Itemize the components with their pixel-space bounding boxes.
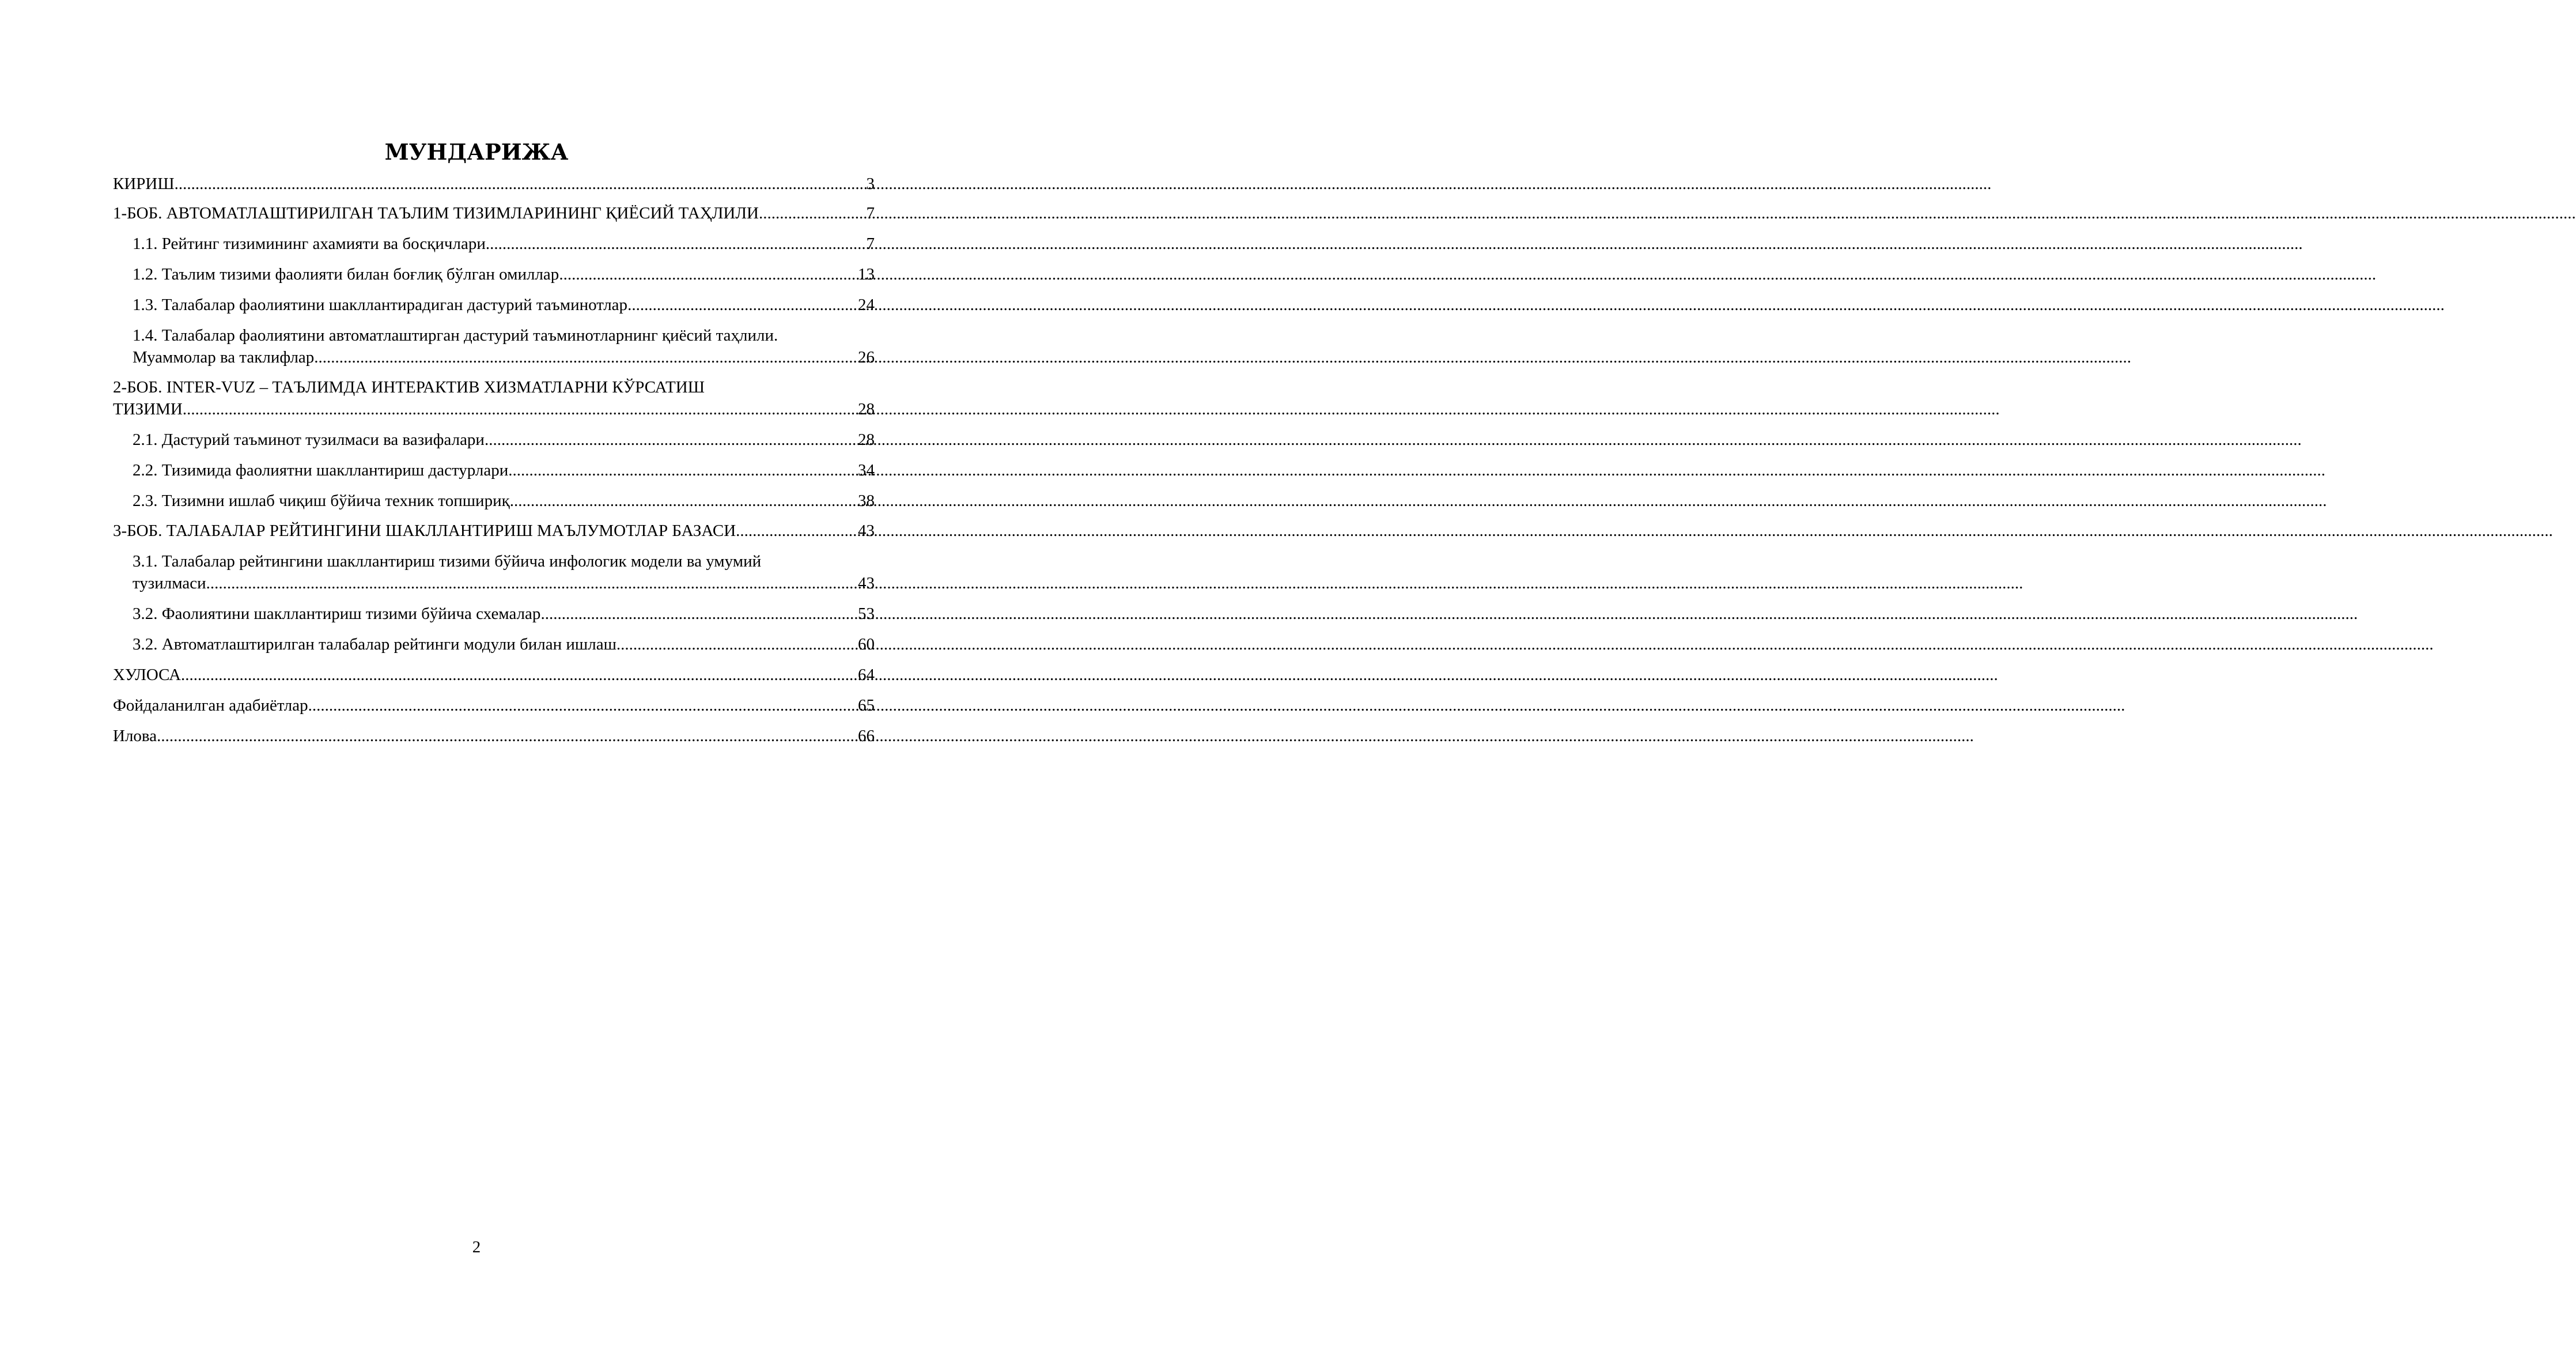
toc-entry-title: 3-БОБ. ТАЛАБАЛАР РЕЙТИНГИНИ ШАКЛЛАНТИРИШ МАЪЛУМОТЛАР БАЗАСИ: [113, 522, 736, 540]
toc-entry-page: 53: [858, 605, 875, 623]
toc-entry-page: 34: [858, 461, 875, 479]
toc-entry-title: 1.3. Талабалар фаолиятини шакллантирадиган дастурий таъминотлар: [133, 296, 628, 314]
toc-entry[interactable]: [113, 376, 875, 420]
toc-entry-page: 7: [866, 235, 875, 253]
toc-entry-page: 65: [858, 696, 875, 715]
toc-entry-title: КИРИШ: [113, 175, 175, 193]
toc-entry-page: 38: [858, 492, 875, 510]
toc-entry-title-first-line: 3.1. Талабалар рейтингини шакллантириш тизими бўйича инфологик модели ва умумий: [133, 552, 762, 571]
toc-entry[interactable]: [113, 173, 875, 195]
toc-entry[interactable]: [113, 520, 875, 542]
document-page: [0, 0, 953, 1348]
toc-entry-title: 2.1. Дастурий таъминот тузилмаси ва вазифалари: [133, 431, 485, 449]
table-of-contents: [113, 173, 875, 747]
toc-entry-page: 64: [858, 666, 875, 684]
toc-entry-title: 2.2. Тизимида фаолиятни шакллантириш дастурлари: [133, 461, 509, 479]
toc-entry-page: 3: [866, 175, 875, 193]
toc-entry-page: 13: [858, 265, 875, 284]
page-title: МУНДАРИЖА: [384, 139, 569, 165]
toc-entry-page: 28: [858, 400, 875, 418]
toc-entry-page: 43: [858, 522, 875, 540]
toc-entry[interactable]: [113, 459, 875, 481]
toc-entry-title: ТИЗИМИ: [113, 400, 183, 418]
toc-entry-title: 2.3. Тизимни ишлаб чиқиш бўйича техник топшириқ: [133, 492, 510, 510]
toc-entry[interactable]: [113, 233, 875, 255]
toc-entry[interactable]: [113, 202, 875, 224]
toc-entry-title: 3.2. Фаолиятини шакллантириш тизими бўйича схемалар: [133, 605, 541, 623]
toc-entry-page: 7: [866, 204, 875, 222]
toc-entry-title: Фойдаланилган адабиётлар: [113, 696, 308, 715]
toc-entry-title: Муаммолар ва таклифлар: [133, 348, 315, 367]
toc-entry-title: 1.2. Таълим тизими фаолияти билан боғлиқ бўлган омиллар: [133, 265, 559, 284]
toc-entry[interactable]: [113, 725, 875, 747]
toc-entry-page: 66: [858, 727, 875, 745]
toc-entry-title: Илова: [113, 727, 157, 745]
toc-entry[interactable]: [113, 490, 875, 512]
toc-entry-title: 1-БОБ. АВТОМАТЛАШТИРИЛГАН ТАЪЛИМ ТИЗИМЛАРИНИНГ ҚИЁСИЙ ТАҲЛИЛИ: [113, 204, 759, 222]
toc-entry-title-first-line: 1.4. Талабалар фаолиятини автоматлаштирган дастурий таъминотларнинг қиёсий таҳлили.: [133, 326, 778, 345]
toc-entry-title-first-line: 2-БОБ. INTER-VUZ – ТАЪЛИМДА ИНТЕРАКТИВ ХИЗМАТЛАРНИ КЎРСАТИШ: [113, 378, 705, 397]
toc-entry-page: 26: [858, 348, 875, 367]
toc-entry[interactable]: [113, 429, 875, 451]
toc-entry-title: ХУЛОСА: [113, 666, 181, 684]
toc-entry-title: 1.1. Рейтинг тизимининг ахамияти ва босқичлари: [133, 235, 486, 253]
toc-entry-page: 28: [858, 431, 875, 449]
toc-entry[interactable]: [113, 603, 875, 625]
toc-entry-page: 60: [858, 635, 875, 654]
toc-entry[interactable]: [113, 263, 875, 285]
toc-entry-title: тузилмаси: [133, 574, 206, 592]
toc-entry-title: 3.2. Автоматлаштирилган талабалар рейтинги модули билан ишлаш: [133, 635, 616, 654]
toc-entry[interactable]: [113, 294, 875, 316]
toc-entry[interactable]: [113, 694, 875, 716]
toc-entry-page: 43: [858, 574, 875, 592]
toc-entry[interactable]: [113, 324, 875, 368]
toc-entry[interactable]: [113, 664, 875, 686]
toc-entry-page: 24: [858, 296, 875, 314]
toc-entry[interactable]: [113, 633, 875, 655]
toc-entry[interactable]: [113, 550, 875, 594]
page-number: 2: [472, 1238, 481, 1256]
